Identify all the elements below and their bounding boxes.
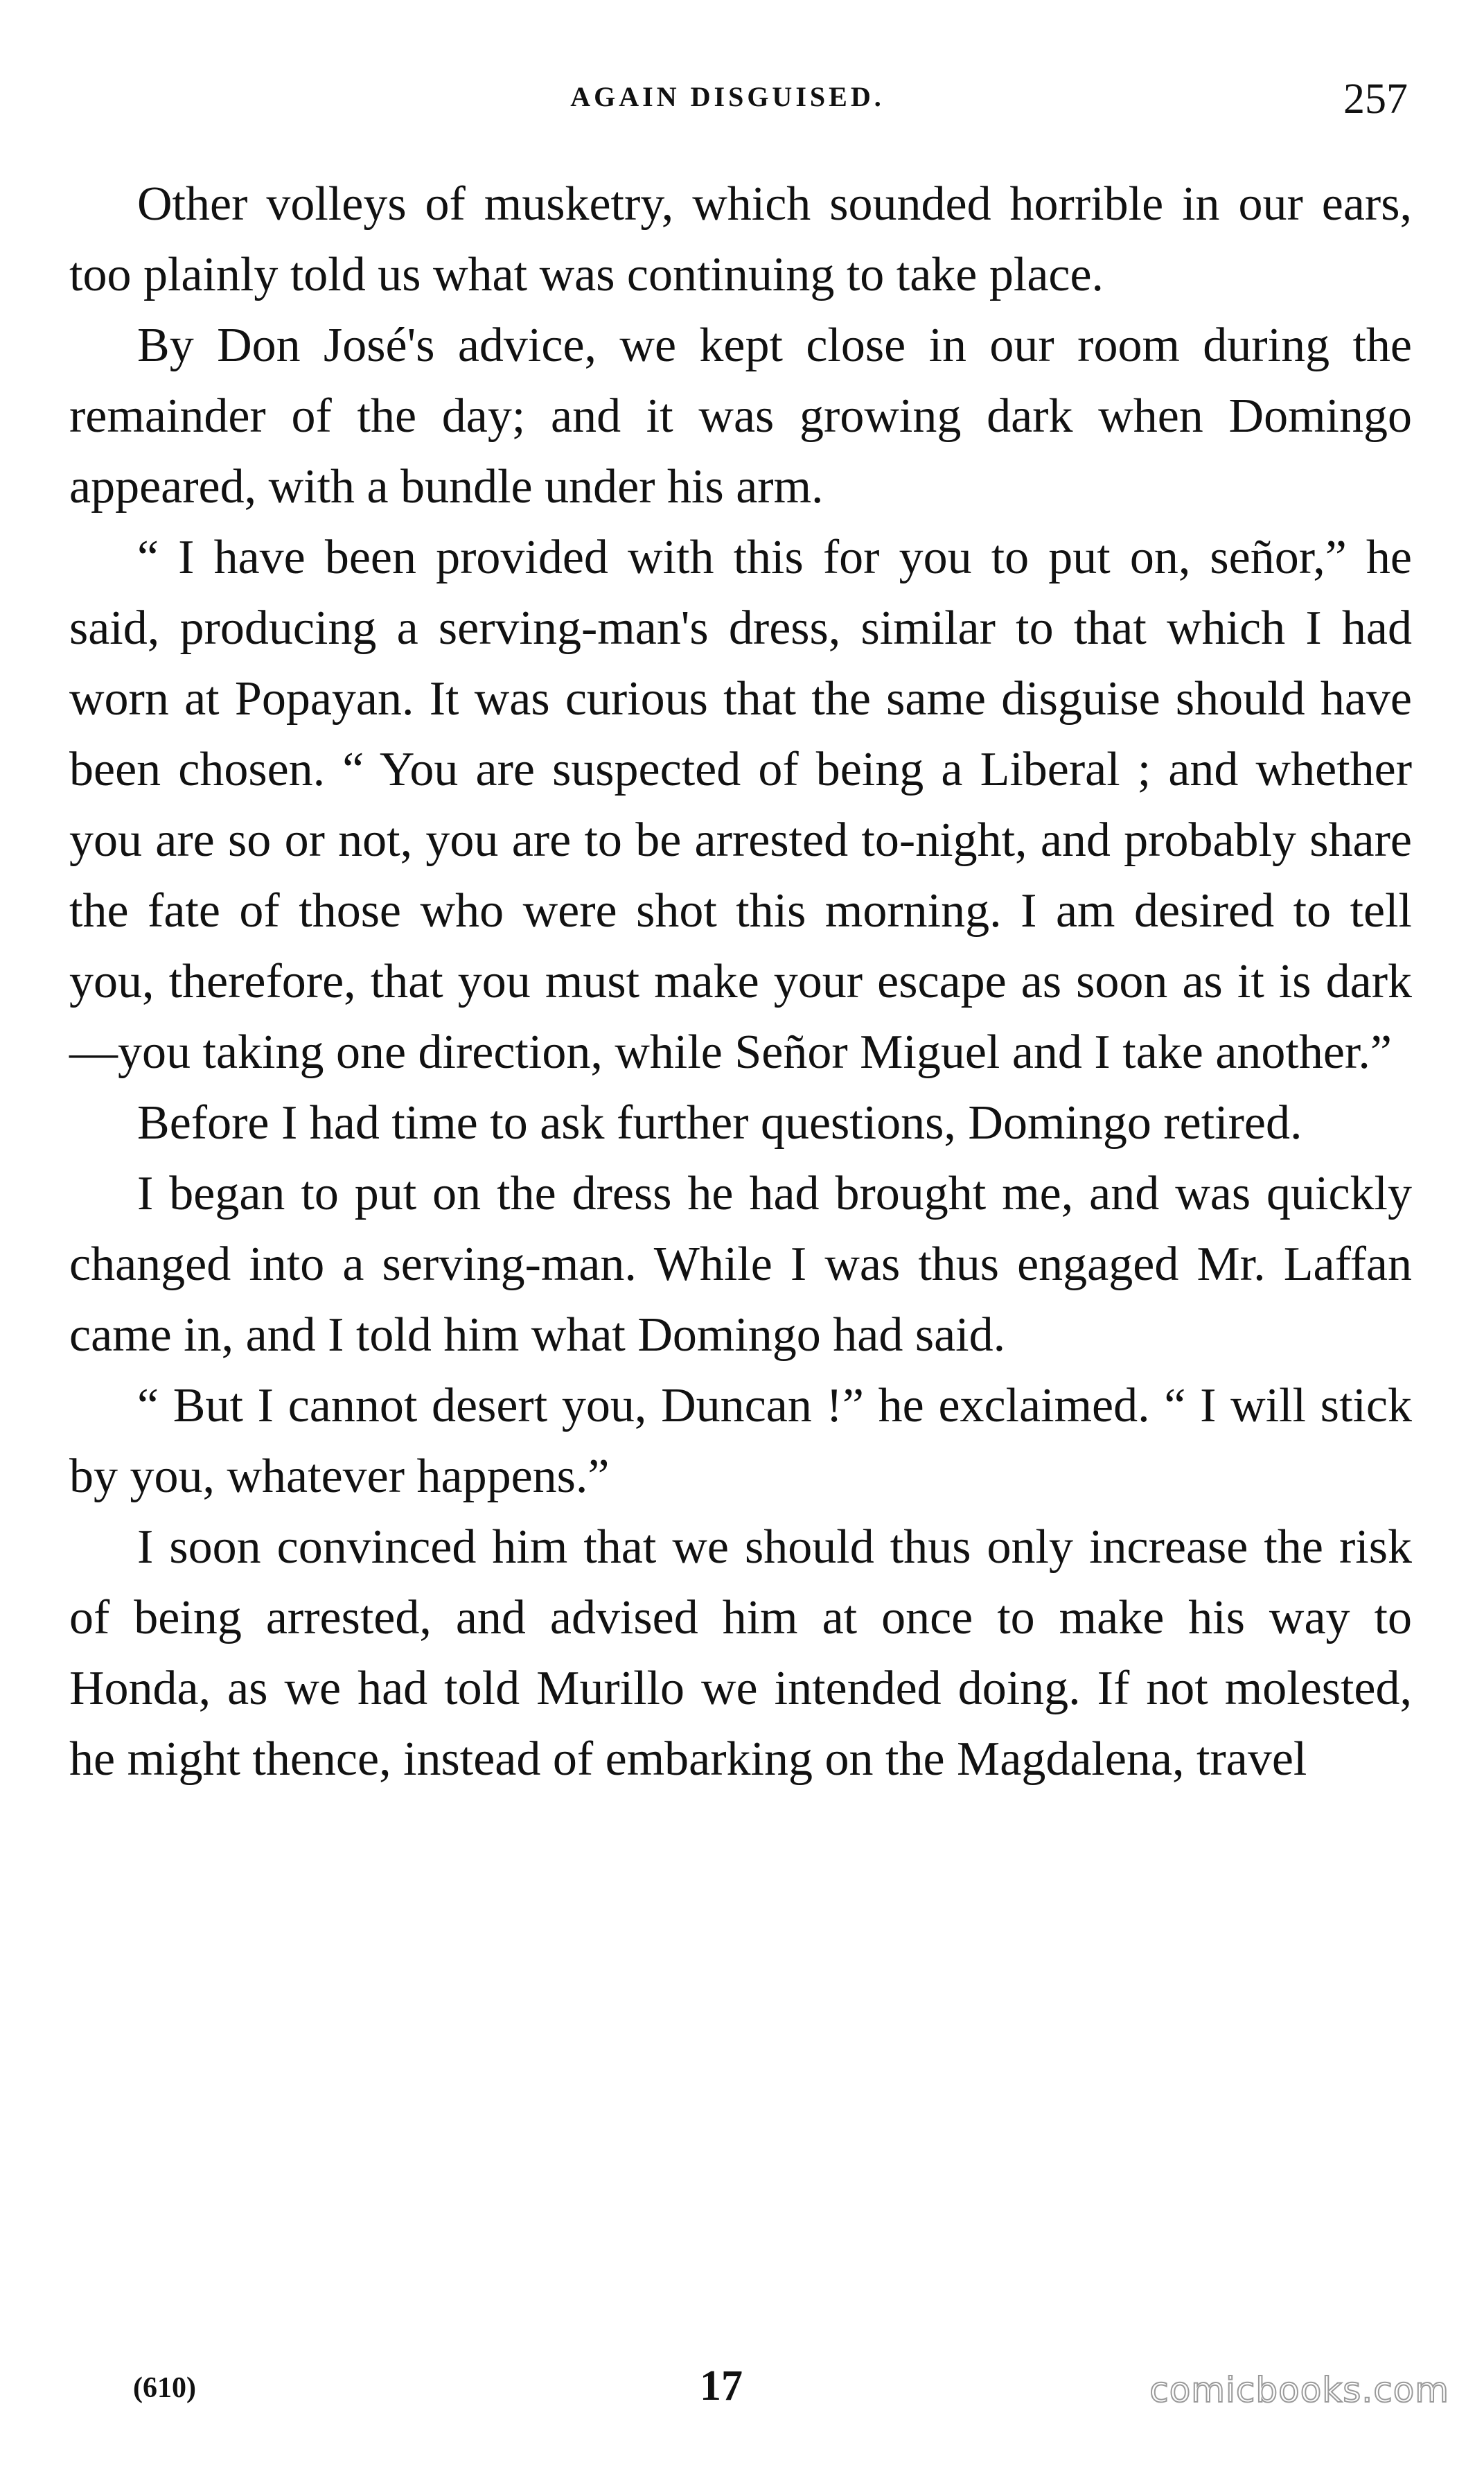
paragraph: I began to put on the dress he had brought me, and was quickly changed into a serving-man. While I was thus engaged Mr. Laffan came in, and I told him what Domingo had said. (69, 1167, 1412, 1362)
page-number: 257 (1343, 76, 1408, 123)
printer-signature: (610) (133, 2372, 196, 2404)
running-head (0, 75, 1484, 130)
paragraph: By Don José's advice, we kept close in our room during the remainder of the day; and it was growing dark when Domingo appeared, with a bundle under his arm. (69, 319, 1412, 513)
paragraph: “ But I cannot desert you, Duncan !” he exclaimed. “ I will stick by you, whatever happens.” (69, 1379, 1412, 1503)
paragraph: Other volleys of musketry, which sounded horrible in our ears, too plainly told us what was continuing to take place. (69, 177, 1412, 301)
watermark: comicbooks.com (1149, 2370, 1449, 2410)
page-footer (0, 2362, 1484, 2424)
body-text (69, 169, 1412, 1795)
paragraph: “ I have been provided with this for you to put on, señor,” he said, producing a serving-man's dress, similar to that which I had worn at Popayan. It was curious that the same disguise should have been chosen. “ You are suspected of being a Liberal ; and whether you are so or not, you are to be arrested to-night, and probably share the fate of those who were shot this morning. I am desired to tell you, therefore, that you must make your escape as soon as it is dark —you taking one direction, while Señor Miguel and I take another.” (69, 531, 1412, 1079)
running-title: AGAIN DISGUISED. (570, 81, 885, 112)
paragraph: I soon convinced him that we should thus only increase the risk of being arrested, and advised him at once to make his way to Honda, as we had told Murillo we intended doing. If not molested, he might thence, instead of embarking on the Magdalena, travel (69, 1520, 1412, 1786)
sheet-number: 17 (700, 2362, 743, 2409)
paragraph: Before I had time to ask further questions, Domingo retired. (137, 1096, 1302, 1150)
